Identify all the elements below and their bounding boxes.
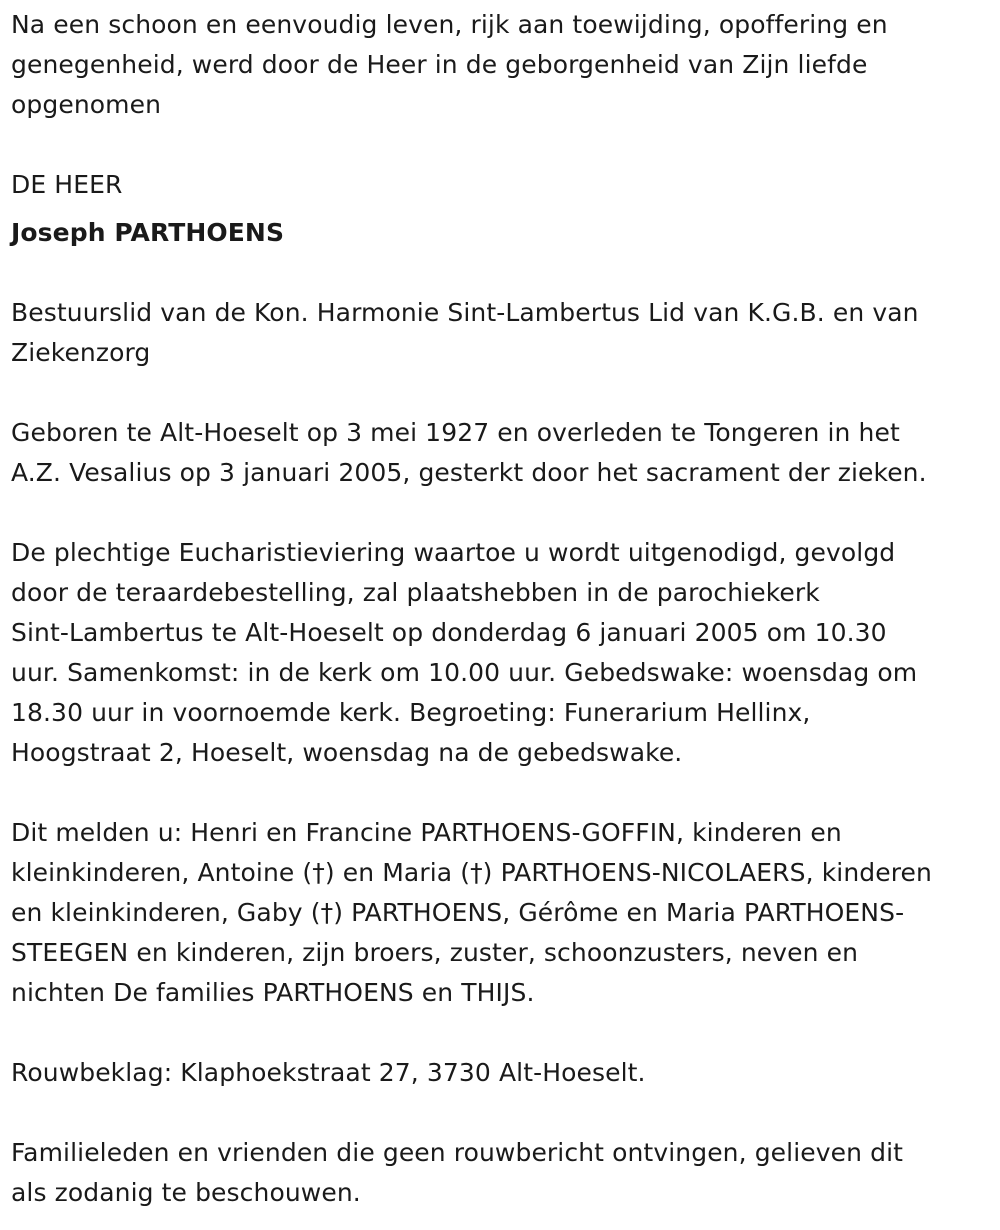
- birth-death-line: A.Z. Vesalius op 3 januari 2005, gesterkt door het sacrament der zieken.: [11, 458, 927, 487]
- intro-line: Na een schoon en eenvoudig leven, rijk aan toewijding, opoffering en: [11, 10, 888, 39]
- family-line: kleinkinderen, Antoine (†) en Maria (†) PARTHOENS-NICOLAERS, kinderen: [11, 858, 932, 887]
- closing-line: Familieleden en vrienden die geen rouwbericht ontvingen, gelieven dit: [11, 1138, 904, 1167]
- ceremony-line: uur. Samenkomst: in de kerk om 10.00 uur. Gebedswake: woensdag om: [11, 658, 918, 687]
- condolence-address: Rouwbeklag: Klaphoekstraat 27, 3730 Alt-Hoeselt.: [11, 1058, 646, 1087]
- family-line: STEEGEN en kinderen, zijn broers, zuster, schoonzusters, neven en: [11, 938, 859, 967]
- deceased-name: Joseph PARTHOENS: [11, 218, 285, 247]
- birth-death-line: Geboren te Alt-Hoeselt op 3 mei 1927 en overleden te Tongeren in het: [11, 418, 900, 447]
- role-line: Ziekenzorg: [11, 338, 151, 367]
- family-line: Dit melden u: Henri en Francine PARTHOENS-GOFFIN, kinderen en: [11, 818, 842, 847]
- family-line: nichten De families PARTHOENS en THIJS.: [11, 978, 535, 1007]
- ceremony-line: 18.30 uur in voornoemde kerk. Begroeting: Funerarium Hellinx,: [11, 698, 811, 727]
- ceremony-line: De plechtige Eucharistieviering waartoe u wordt uitgenodigd, gevolgd: [11, 538, 896, 567]
- closing-line: als zodanig te beschouwen.: [11, 1178, 361, 1207]
- honorific: DE HEER: [11, 170, 123, 199]
- ceremony-line: door de teraardebestelling, zal plaatshebben in de parochiekerk: [11, 578, 820, 607]
- ceremony-line: Hoogstraat 2, Hoeselt, woensdag na de gebedswake.: [11, 738, 683, 767]
- ceremony-line: Sint-Lambertus te Alt-Hoeselt op donderdag 6 januari 2005 om 10.30: [11, 618, 887, 647]
- role-line: Bestuurslid van de Kon. Harmonie Sint-Lambertus Lid van K.G.B. en van: [11, 298, 919, 327]
- intro-line: opgenomen: [11, 90, 162, 119]
- family-line: en kleinkinderen, Gaby (†) PARTHOENS, Gérôme en Maria PARTHOENS-: [11, 898, 905, 927]
- intro-line: genegenheid, werd door de Heer in de geborgenheid van Zijn liefde: [11, 50, 868, 79]
